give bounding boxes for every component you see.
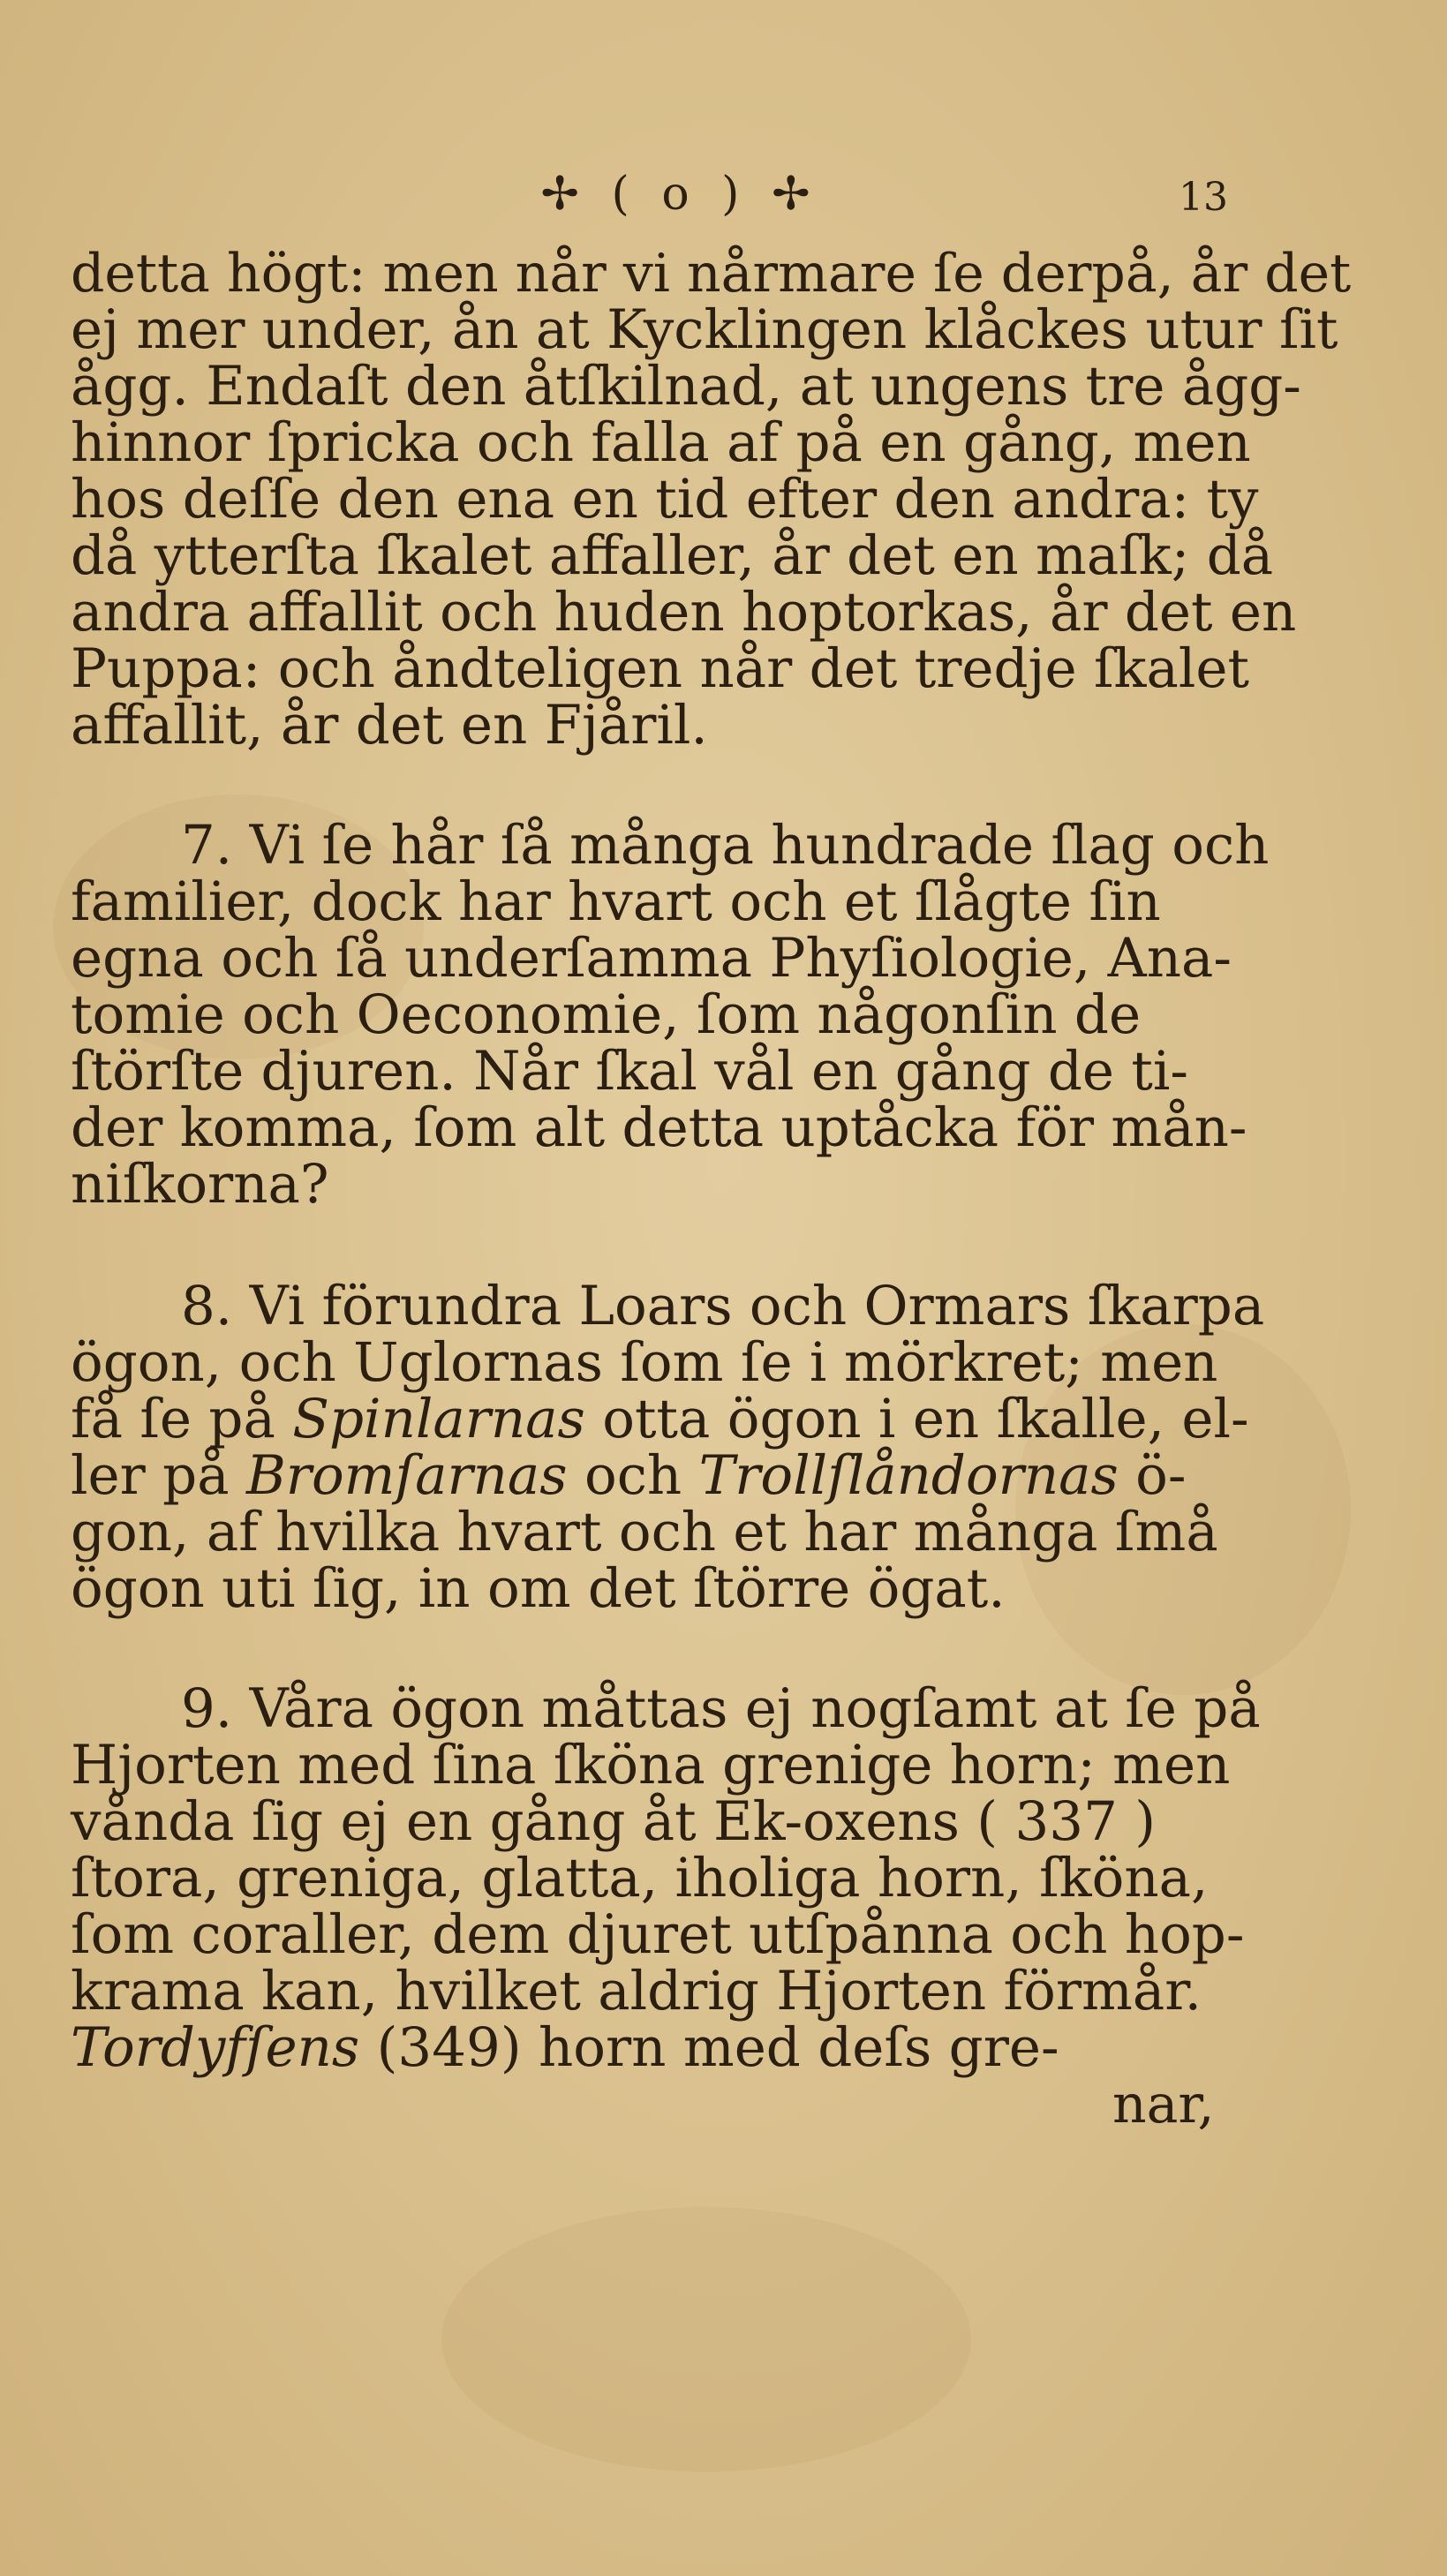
text-line: då ytterſta ſkalet affaller, år det en maſk; då <box>71 524 1274 587</box>
text-line: andra affallit och huden hoptorkas, år det en <box>71 581 1297 644</box>
paper-stain <box>441 2207 971 2472</box>
header-ornament: ✢ ( o ) ✢ <box>540 168 819 221</box>
text-line: 7. Vi ſe hår ſå många hundrade ſlag och <box>181 814 1270 877</box>
text-line: gon, af hvilka hvart och et har många ſmå <box>71 1501 1218 1563</box>
text-line: niſkorna? <box>71 1153 329 1216</box>
text-line: få ſe på Spinlarnas otta ögon i en ſkalle, el- <box>71 1388 1249 1450</box>
text-line: ej mer under, ån at Kycklingen klåckes utur ſit <box>71 298 1338 361</box>
text-line: krama kan, hvilket aldrig Hjorten förmår. <box>71 1960 1202 2022</box>
text-line: affallit, år det en Fjåril. <box>71 694 708 757</box>
text-line: Tordyfſens (349) horn med deſs gre- <box>71 2016 1059 2079</box>
text-line: detta högt: men når vi nårmare ſe derpå, år det <box>71 243 1352 305</box>
text-line: ögon uti ſig, in om det ſtörre ögat. <box>71 1557 1006 1620</box>
text-line: ler på Bromſarnas och Trollſlåndornas ö- <box>71 1444 1187 1507</box>
text-line: 9. Våra ögon måttas ej nogſamt at ſe på <box>181 1677 1261 1740</box>
text-line: familier, dock har hvart och et ſlågte ſin <box>71 870 1161 933</box>
text-line: hos deſſe den ena en tid efter den andra: ty <box>71 468 1259 531</box>
text-line: ågg. Endaſt den åtſkilnad, at ungens tre ågg- <box>71 355 1301 418</box>
page-number: 13 <box>1179 175 1228 220</box>
page-header <box>0 168 1447 238</box>
text-line: tomie och Oeconomie, ſom någonſin de <box>71 983 1142 1046</box>
text-line: Hjorten med ſina ſköna grenige horn; men <box>71 1734 1231 1796</box>
text-line: ſom coraller, dem djuret utſpånna och hop- <box>71 1903 1245 1966</box>
text-line: hinnor ſpricka och falla af på en gång, men <box>71 411 1251 474</box>
text-line: ögon, och Uglornas ſom ſe i mörkret; men <box>71 1331 1218 1394</box>
catchword: nar, <box>1112 2074 1215 2135</box>
text-line: ſtora, greniga, glatta, iholiga horn, ſköna, <box>71 1847 1209 1909</box>
text-line: vånda ſig ej en gång åt Ek-oxens ( 337 ) <box>71 1790 1157 1853</box>
text-line: der komma, ſom alt detta uptåcka för mån- <box>71 1096 1247 1159</box>
text-line: 8. Vi förundra Loars och Ormars ſkarpa <box>181 1275 1265 1337</box>
text-line: Puppa: och åndteligen når det tredje ſkalet <box>71 637 1249 700</box>
text-line: egna och ſå underſamma Phyſiologie, Ana- <box>71 927 1232 990</box>
text-line: ſtörſte djuren. Når ſkal vål en gång de ti- <box>71 1040 1189 1103</box>
